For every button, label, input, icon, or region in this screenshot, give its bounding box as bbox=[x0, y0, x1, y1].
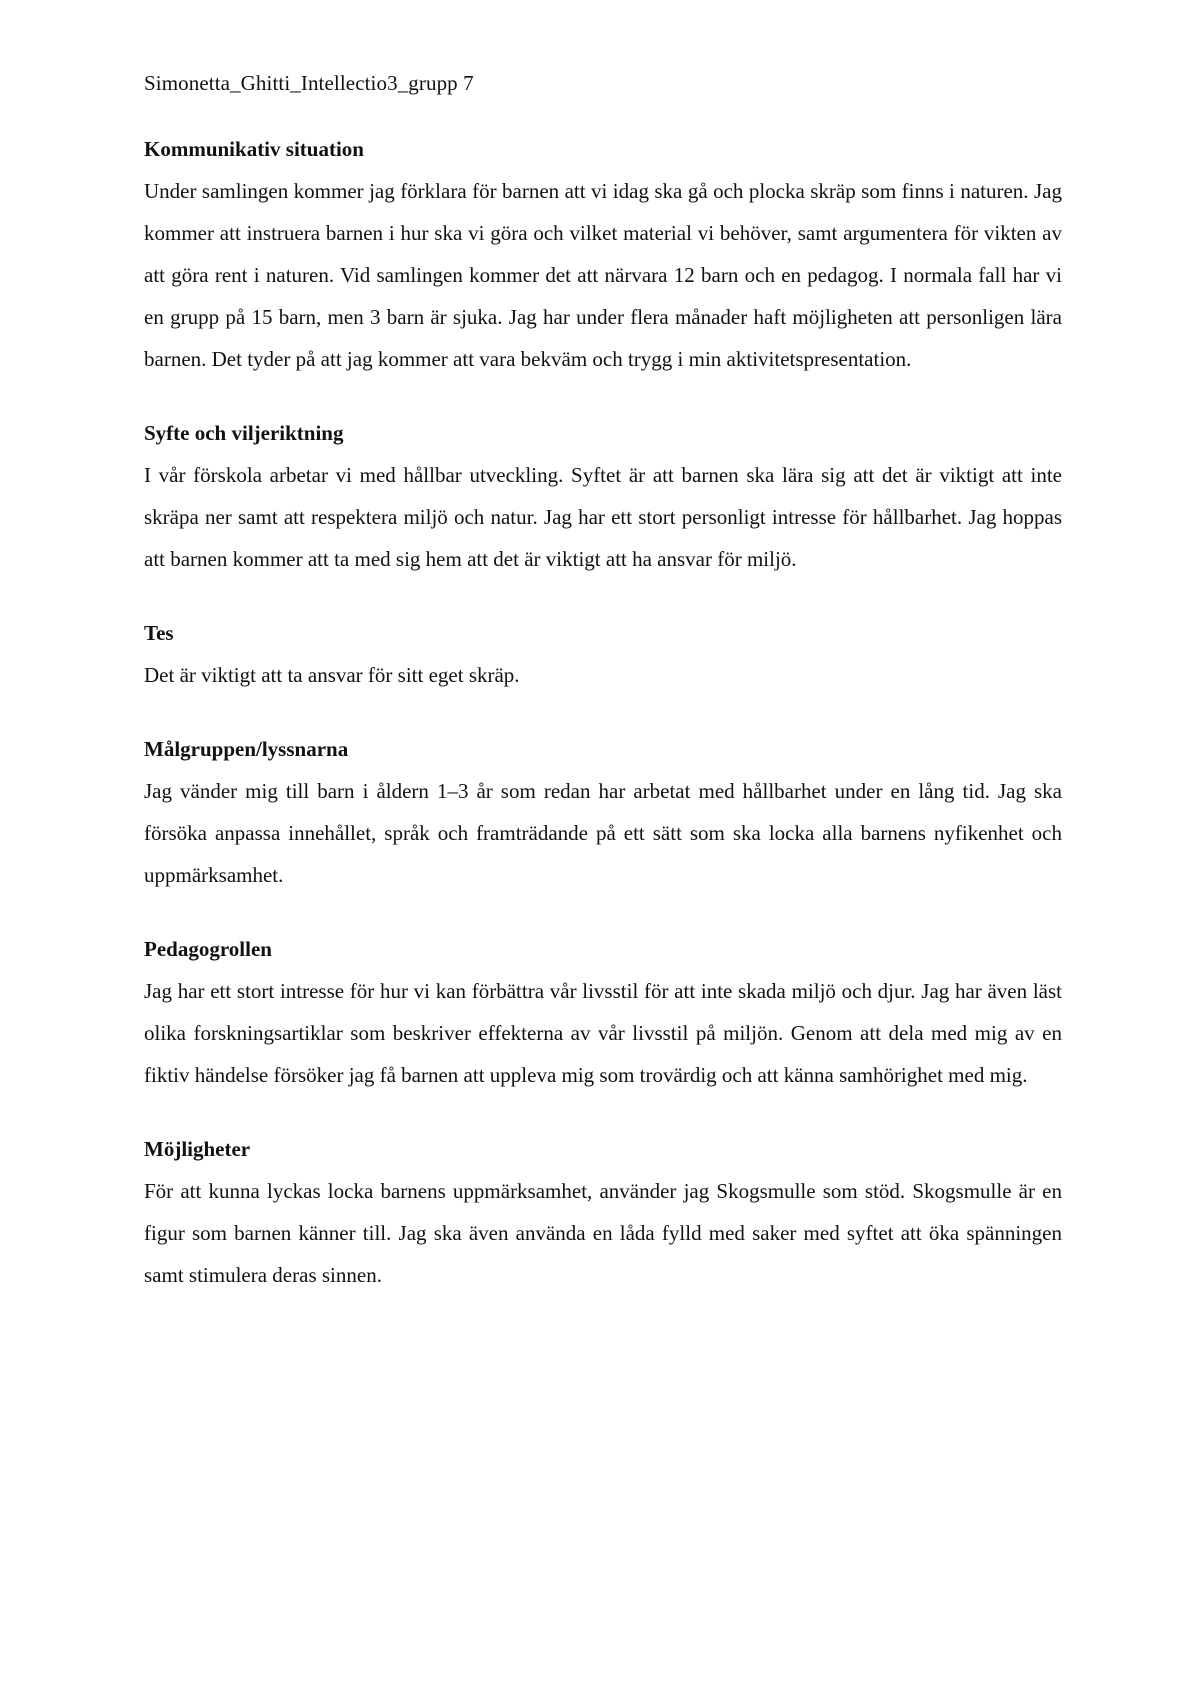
section-body: Jag vänder mig till barn i åldern 1–3 år som redan har arbetat med hållbarhet under en lång tid. Jag ska försöka anpassa innehållet, språk och framträdande på ett sätt som ska locka alla barnens nyfikenhet och uppmärksamhet. bbox=[144, 779, 1062, 887]
section-heading: Målgruppen/lyssnarna bbox=[144, 737, 349, 761]
section-heading: Tes bbox=[144, 621, 174, 645]
section-mojligheter bbox=[144, 1136, 1062, 1296]
section-tes bbox=[144, 620, 1062, 696]
document-header: Simonetta_Ghitti_Intellectio3_grupp 7 bbox=[144, 71, 474, 95]
section-heading: Möjligheter bbox=[144, 1137, 251, 1161]
section-body: Jag har ett stort intresse för hur vi kan förbättra vår livsstil för att inte skada miljö och djur. Jag har även läst olika forskningsartiklar som beskriver effekterna av vår livsstil på miljön. Genom att dela med mig av en fiktiv händelse försöker jag få barnen att uppleva mig som trovärdig och att känna samhörighet med mig. bbox=[144, 979, 1062, 1087]
section-body: Det är viktigt att ta ansvar för sitt eget skräp. bbox=[144, 663, 520, 687]
document-content bbox=[144, 70, 1062, 1336]
section-heading: Syfte och viljeriktning bbox=[144, 421, 344, 445]
section-syfte-och-viljeriktning bbox=[144, 420, 1062, 580]
section-body: I vår förskola arbetar vi med hållbar utveckling. Syftet är att barnen ska lära sig att det är viktigt att inte skräpa ner samt att respektera miljö och natur. Jag har ett stort personligt intresse för hållbarhet. Jag hoppas att barnen kommer att ta med sig hem att det är viktigt att ha ansvar för miljö. bbox=[144, 463, 1062, 571]
section-pedagogrollen bbox=[144, 936, 1062, 1096]
section-heading: Kommunikativ situation bbox=[144, 137, 364, 161]
section-malgruppen-lyssnarna bbox=[144, 736, 1062, 896]
section-heading: Pedagogrollen bbox=[144, 937, 272, 961]
section-body: För att kunna lyckas locka barnens uppmärksamhet, använder jag Skogsmulle som stöd. Skogsmulle är en figur som barnen känner till. Jag ska även använda en låda fylld med saker med syftet att öka spänningen samt stimulera deras sinnen. bbox=[144, 1179, 1062, 1287]
section-kommunikativ-situation bbox=[144, 136, 1062, 380]
section-body: Under samlingen kommer jag förklara för barnen att vi idag ska gå och plocka skräp som finns i naturen. Jag kommer att instruera barnen i hur ska vi göra och vilket material vi behöver, samt argumentera för vikten av att göra rent i naturen. Vid samlingen kommer det att närvara 12 barn och en pedagog. I normala fall har vi en grupp på 15 barn, men 3 barn är sjuka. Jag har under flera månader haft möjligheten att personligen lära barnen. Det tyder på att jag kommer att vara bekväm och trygg i min aktivitetspresentation. bbox=[144, 179, 1062, 371]
